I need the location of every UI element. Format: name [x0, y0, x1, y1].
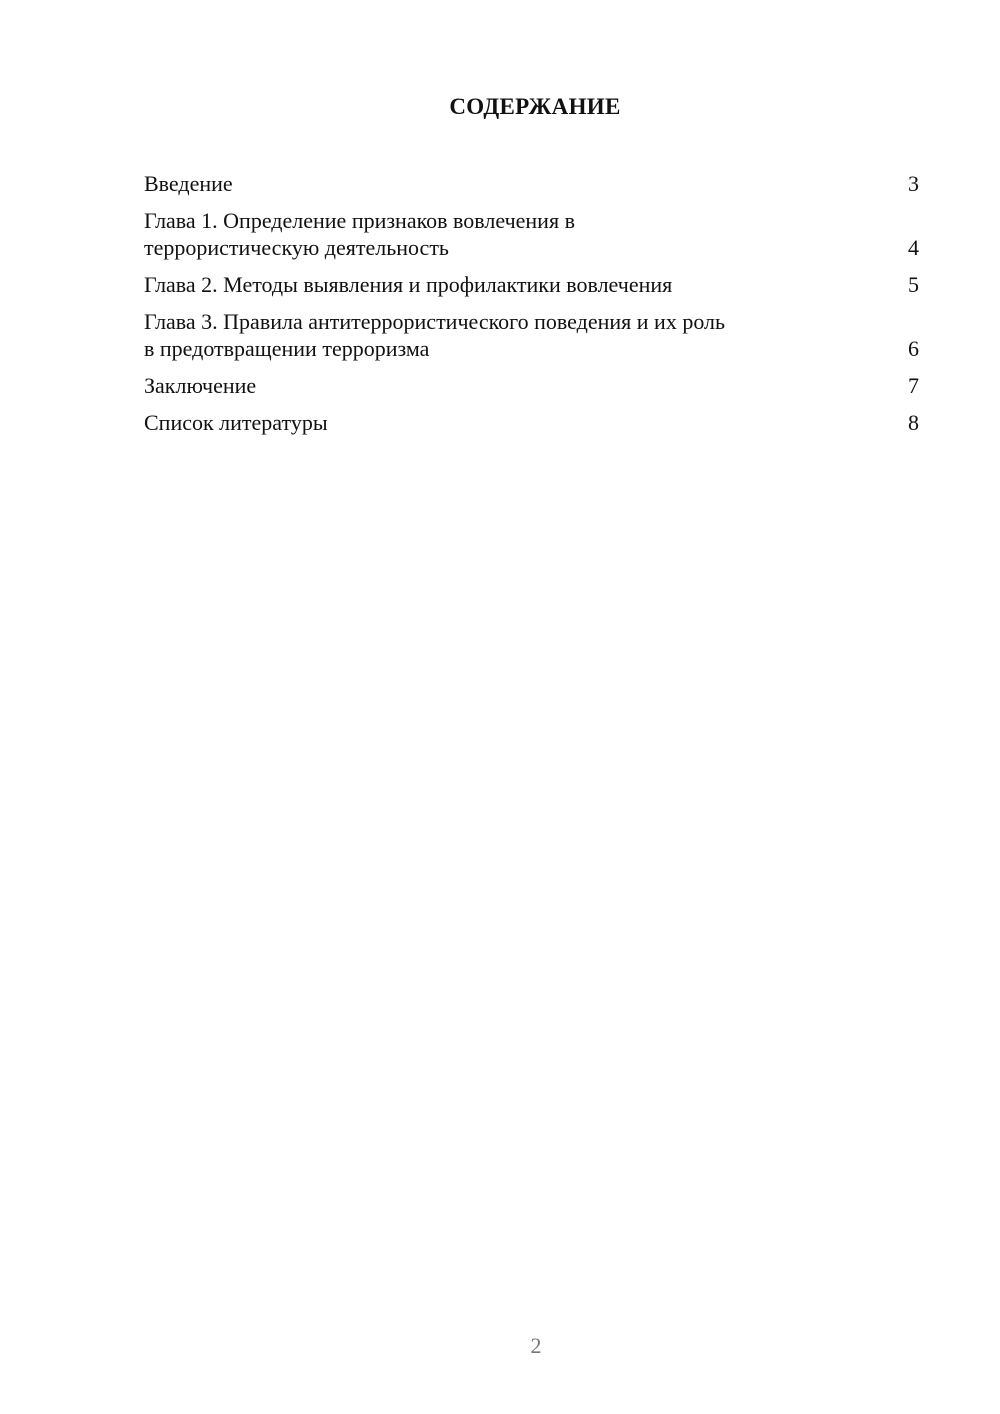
toc-entry-chapter-1 — [144, 207, 919, 261]
toc-entry-chapter-3 — [144, 308, 919, 362]
toc-entry-title: Заключение — [144, 373, 257, 398]
toc-entry-chapter-2 — [144, 271, 919, 298]
toc-entry-title: Список литературы — [144, 410, 328, 435]
toc-entry-title: Глава 3. Правила антитеррористического поведения и их роль в предотвращении терроризма — [144, 309, 726, 361]
toc-entry-page-number: 7 — [908, 373, 919, 398]
toc-entry-introduction — [144, 170, 919, 197]
toc-entry-page-number: 4 — [908, 235, 919, 260]
toc-entry-page-number: 3 — [908, 171, 919, 196]
toc-entry-page-number: 5 — [908, 272, 919, 297]
page-title: СОДЕРЖАНИЕ — [449, 94, 621, 119]
toc-entry-references — [144, 409, 919, 436]
page-number: 2 — [530, 1333, 542, 1358]
toc-entry-page-number: 6 — [908, 336, 919, 361]
toc-entry-page-number: 8 — [908, 410, 919, 435]
toc-entry-conclusion — [144, 372, 919, 399]
table-of-contents — [144, 170, 919, 446]
toc-entry-title: Введение — [144, 171, 233, 196]
toc-entry-title: Глава 1. Определение признаков вовлечения в террористическую деятельность — [144, 208, 575, 260]
toc-entry-title: Глава 2. Методы выявления и профилактики вовлечения — [144, 272, 673, 297]
